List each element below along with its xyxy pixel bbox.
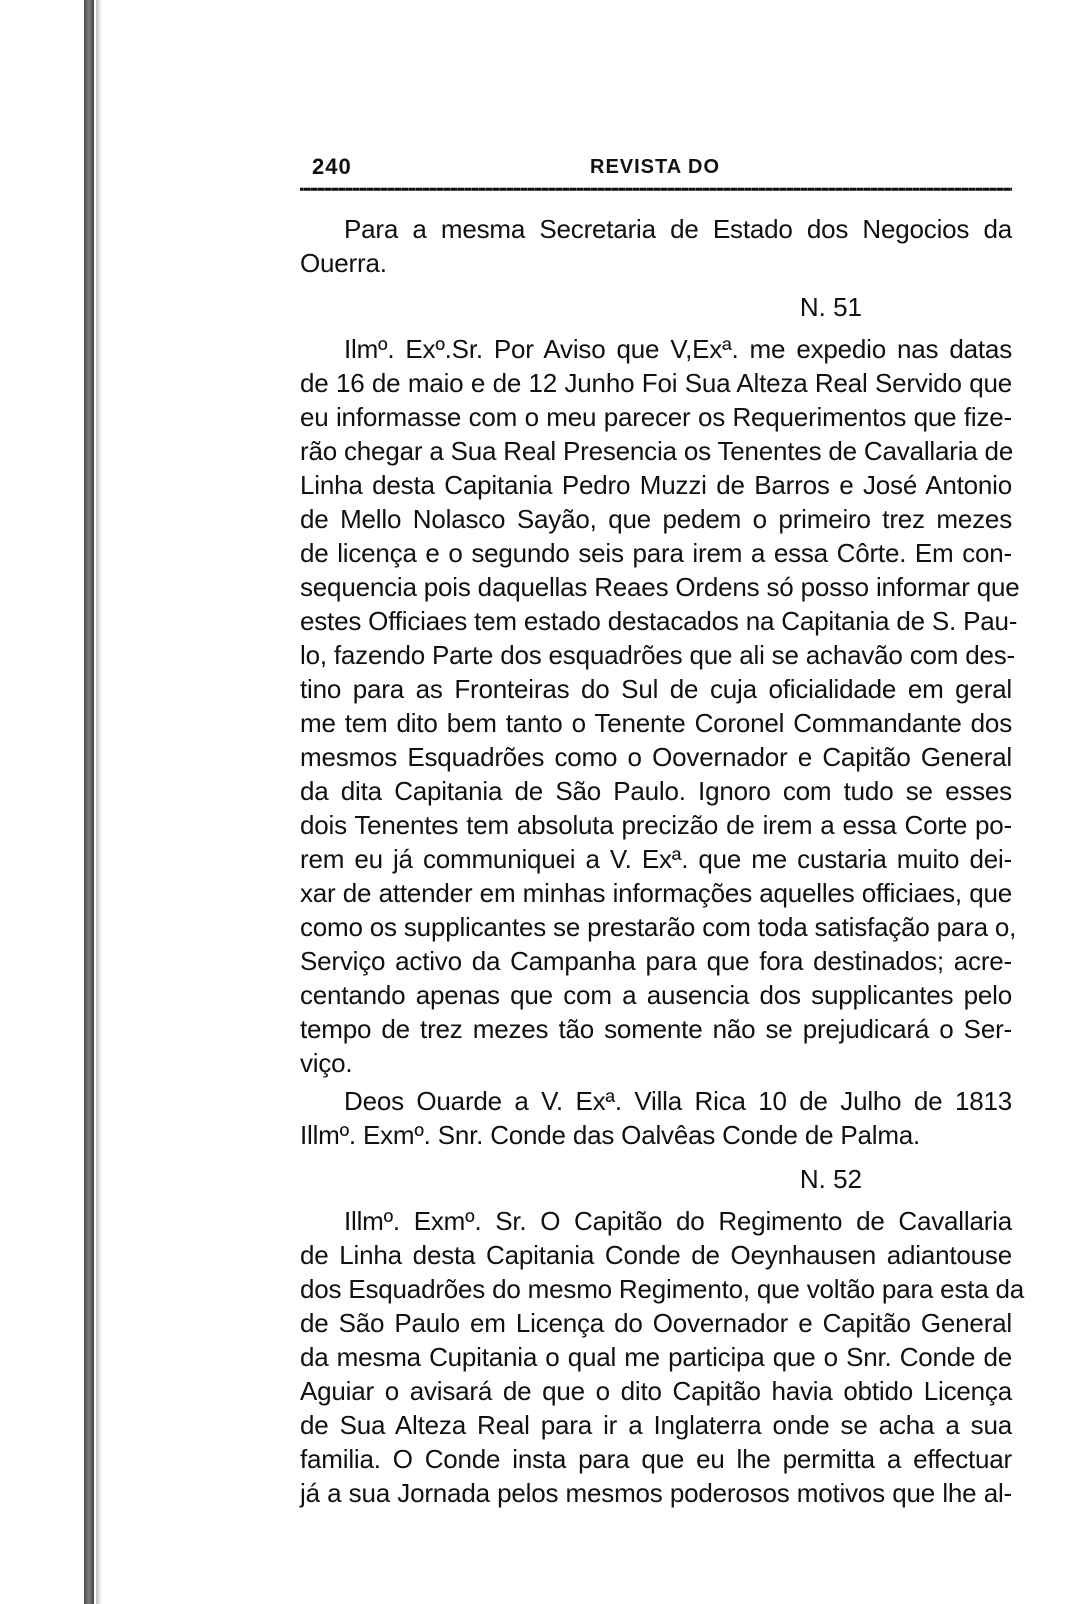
body-line: de licença e o segundo seis para irem a essa Côrte. Em con- [300, 538, 1012, 568]
body-line: Linha desta Capitania Pedro Muzzi de Barros e José Antonio [300, 470, 1012, 500]
letter-51-closing [300, 1084, 1012, 1152]
page-number: 240 [312, 154, 352, 179]
body-line: dos Esquadrões do mesmo Regimento, que voltão para esta da [300, 1274, 1025, 1304]
body-line: de Sua Alteza Real para ir a Inglaterra onde se acha a sua [300, 1410, 1012, 1440]
letter-number-52: N. 52 [799, 1164, 862, 1194]
body-line: me tem dito bem tanto o Tenente Coronel Commandante dos [300, 708, 1012, 738]
body-line: viço. [300, 1048, 353, 1078]
body-line: Serviço activo da Campanha para que fora destinados; acre- [300, 946, 1012, 976]
body-line: rão chegar a Sua Real Presencia os Tenentes de Cavallaria de [300, 436, 1014, 466]
body-line: xar de attender em minhas informações aquelles officiaes, que [300, 878, 1012, 908]
body-line: da dita Capitania de São Paulo. Ignoro com tudo se esses [300, 776, 1012, 806]
body-line: como os supplicantes se prestarão com toda satisfação para o, [300, 912, 1017, 942]
body-line: da mesma Cupitania o qual me participa que o Snr. Conde de [300, 1342, 1012, 1372]
body-line: sequencia pois daquellas Reaes Ordens só posso informar que [300, 572, 1020, 602]
letter-52-body [300, 1204, 1025, 1510]
body-line: Ilmº. Exº.Sr. Por Aviso que V,Exª. me expedio nas datas [344, 334, 1012, 364]
document-page [300, 150, 1025, 1510]
letter-51-body [300, 332, 1020, 1080]
body-line: eu informasse com o meu parecer os Requerimentos que fize- [300, 402, 1012, 432]
binding-shadow [96, 0, 102, 1604]
body-line: mesmos Esquadrões como o Oovernador e Capitão General [300, 742, 1012, 772]
book-binding-edge [84, 0, 94, 1604]
body-line: já a sua Jornada pelos mesmos poderosos motivos que lhe al- [300, 1478, 1012, 1508]
body-line: Aguiar o avisará de que o dito Capitão havia obtido Licença [300, 1376, 1012, 1406]
body-line: de Linha desta Capitania Conde de Oeynhausen adiantouse [300, 1240, 1012, 1270]
address-block [300, 212, 1012, 280]
letter-number-51: N. 51 [799, 292, 862, 322]
closing-line: Deos Ouarde a V. Exª. Villa Rica 10 de Julho de 1813 [344, 1086, 1012, 1116]
body-line: tino para as Fronteiras do Sul de cuja oficialidade em geral [300, 674, 1012, 704]
address-line: Ouerra. [300, 248, 387, 278]
body-line: Illmº. Exmº. Sr. O Capitão do Regimento de Cavallaria [344, 1206, 1012, 1236]
body-line: rem eu já communiquei a V. Exª. que me custaria muito dei- [300, 844, 1012, 874]
address-line: Para a mesma Secretaria de Estado dos Negocios da [344, 214, 1012, 244]
body-line: de 16 de maio e de 12 Junho Foi Sua Alteza Real Servido que [300, 368, 1012, 398]
body-line: lo, fazendo Parte dos esquadrões que ali se achavão com des- [300, 640, 1016, 670]
closing-line: Illmº. Exmº. Snr. Conde das Oalvêas Conde de Palma. [300, 1120, 921, 1150]
running-header [300, 150, 1012, 186]
body-line: estes Officiaes tem estado destacados na Capitania de S. Pau- [300, 606, 1018, 636]
header-rule [300, 186, 1012, 192]
body-line: de Mello Nolasco Sayão, que pedem o primeiro trez mezes [300, 504, 1012, 534]
body-line: centando apenas que com a ausencia dos supplicantes pelo [300, 980, 1012, 1010]
body-line: dois Tenentes tem absoluta precizão de irem a essa Corte po- [300, 810, 1012, 840]
running-title: REVISTA DO [590, 156, 721, 178]
body-line: tempo de trez mezes tão somente não se prejudicará o Ser- [300, 1014, 1012, 1044]
body-line: familia. O Conde insta para que eu lhe permitta a effectuar [300, 1444, 1012, 1474]
body-line: de São Paulo em Licença do Oovernador e Capitão General [300, 1308, 1012, 1338]
